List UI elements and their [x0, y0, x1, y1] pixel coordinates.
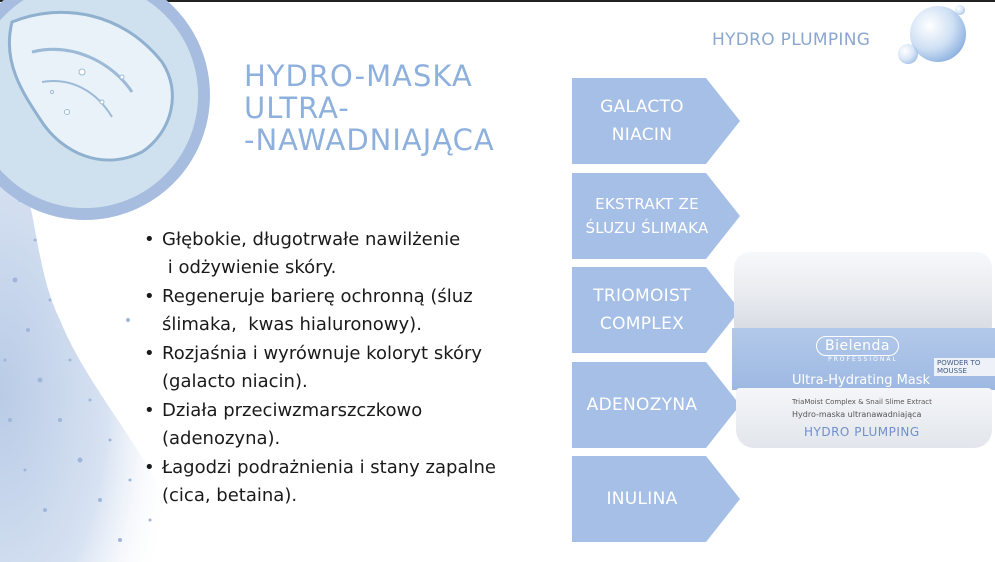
- page-title: [244, 60, 495, 156]
- title-line: -NAWADNIAJĄCA: [244, 123, 495, 157]
- ingredient-label: TRIOMOIST: [593, 286, 691, 306]
- bullet-line: Rozjaśnia i wyrównuje koloryt skóry: [162, 343, 483, 364]
- bullet-line: i odżywienie skóry.: [162, 257, 337, 278]
- ingredient-chevron-inulina: [572, 456, 740, 542]
- product-name: Ultra-Hydrating Mask: [792, 373, 931, 388]
- ingredient-label: ŚLUZU ŚLIMAKA: [585, 219, 709, 237]
- bullet-line: Regeneruje barierę ochronną (śluz: [162, 286, 473, 307]
- list-item: [142, 397, 582, 453]
- ingredient-chevron-triomoist: [572, 267, 740, 353]
- bullet-line: ślimaka, kwas hialuronowy).: [162, 314, 422, 335]
- ingredient-label: EKSTRAKT ZE: [595, 195, 699, 213]
- ingredient-chevron-adenozyna: [572, 362, 740, 448]
- ingredient-label: GALACTO: [600, 97, 684, 117]
- bullet-line: Głębokie, długotrwałe nawilżenie: [162, 229, 461, 250]
- product-polish-name: Hydro-maska ultranawadniająca: [792, 410, 922, 419]
- bullet-line: (galacto niacin).: [162, 371, 308, 392]
- ingredient-label: COMPLEX: [599, 314, 685, 334]
- product-ingredients-line: TriaMoist Complex & Snail Slime Extract: [792, 398, 932, 406]
- product-line-name: HYDRO PLUMPING: [804, 425, 920, 439]
- bullet-line: (cica, betaina).: [162, 485, 298, 506]
- list-item: [142, 454, 582, 510]
- title-line: ULTRA-: [244, 91, 350, 125]
- ingredient-chevron-snail-extract: [572, 173, 740, 259]
- bullet-line: (adenozyna).: [162, 428, 281, 449]
- benefits-list: [142, 226, 582, 511]
- jar-lid: [734, 252, 992, 332]
- ingredient-label: INULINA: [606, 489, 678, 509]
- product-badge: POWDER TO MOUSSE: [934, 358, 995, 376]
- ingredient-label: NIACIN: [611, 125, 673, 145]
- product-jar-image: [728, 252, 995, 452]
- bullet-line: Działa przeciwzmarszczkowo: [162, 400, 423, 421]
- brand-logo-sub: PROFESSIONAL: [828, 356, 898, 363]
- title-line: HYDRO-MASKA: [244, 59, 473, 93]
- bullet-line: Łagodzi podrażnienia i stany zapalne: [162, 457, 496, 478]
- brand-header: HYDRO PLUMPING: [712, 30, 871, 50]
- ingredient-label: ADENOZYNA: [586, 395, 698, 415]
- list-item: [142, 340, 582, 396]
- list-item: [142, 226, 582, 282]
- ingredient-chevron-galacto-niacin: [572, 78, 740, 164]
- list-item: [142, 283, 582, 339]
- water-bubble-icon: [890, 2, 970, 72]
- brand-logo: Bielenda: [816, 336, 899, 356]
